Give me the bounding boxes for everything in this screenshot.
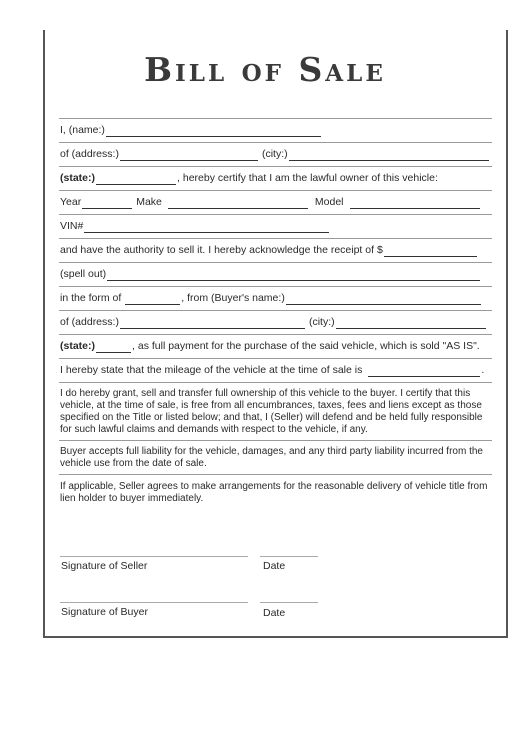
mileage-field[interactable]	[368, 366, 480, 377]
buyer-date-line[interactable]	[260, 602, 318, 603]
receipt-row	[60, 244, 478, 257]
seller-state-field[interactable]	[96, 174, 176, 185]
buyer-signature-line[interactable]	[60, 602, 248, 603]
buyer-address-row	[60, 316, 487, 329]
seller-state-label: (state:)	[60, 172, 96, 184]
vin-row	[60, 220, 330, 233]
divider	[59, 358, 492, 359]
divider	[59, 310, 492, 311]
buyer-date-label: Date	[263, 607, 286, 619]
seller-date-line[interactable]	[260, 556, 318, 557]
receipt-text: and have the authority to sell it. I hereby acknowledge the receipt of $	[60, 244, 383, 256]
seller-state-row	[60, 172, 438, 185]
divider	[59, 474, 492, 475]
divider	[59, 214, 492, 215]
buyer-state-row	[60, 340, 480, 353]
mileage-period: .	[481, 364, 485, 376]
form-of-label: in the form of	[60, 292, 122, 304]
buyer-name-field[interactable]	[286, 294, 481, 305]
divider	[59, 190, 492, 191]
buyer-signature-label: Signature of Buyer	[61, 606, 148, 618]
transfer-paragraph: I do hereby grant, sell and transfer full ownership of this vehicle to the buyer. I certify that this vehicle, at the time of sale, is free from all encumbrances, taxes, fees and liens except as those specified on the Title or listed below; and that, I (Seller) will defend and be held fully responsible for such lawful claims and demands with respect to the vehicle, if any.	[60, 388, 483, 435]
spell-out-label: (spell out)	[60, 268, 107, 280]
seller-city-label: (city:)	[261, 148, 288, 160]
buyer-city-label: (city:)	[308, 316, 335, 328]
buyer-city-field[interactable]	[336, 318, 486, 329]
vin-label: VIN#	[60, 220, 84, 232]
seller-name-row	[60, 124, 322, 137]
seller-address-row	[60, 148, 490, 161]
payment-form-field[interactable]	[125, 294, 180, 305]
title-delivery-paragraph: If applicable, Seller agrees to make arrangements for the reasonable delivery of vehicle title from lien holder to buyer immediately.	[60, 481, 488, 504]
spell-out-row	[60, 268, 481, 281]
divider	[59, 382, 492, 383]
buyer-state-label: (state:)	[60, 340, 96, 352]
seller-signature-label: Signature of Seller	[61, 560, 148, 572]
seller-address-label: of (address:)	[60, 148, 119, 160]
amount-field[interactable]	[384, 246, 477, 257]
as-is-text: , as full payment for the purchase of the said vehicle, which is sold "AS IS".	[132, 340, 480, 352]
mileage-text: I hereby state that the mileage of the vehicle at the time of sale is	[60, 364, 363, 376]
owner-certify-text: , hereby certify that I am the lawful owner of this vehicle:	[177, 172, 438, 184]
vin-field[interactable]	[84, 222, 329, 233]
seller-address-field[interactable]	[120, 150, 258, 161]
divider	[59, 118, 492, 119]
liability-paragraph: Buyer accepts full liability for the vehicle, damages, and any third party liability incurred from the vehicle use from the date of sale.	[60, 446, 483, 469]
seller-date-label: Date	[263, 560, 286, 572]
vehicle-row	[60, 196, 481, 209]
divider	[59, 440, 492, 441]
year-label: Year	[60, 196, 82, 208]
divider	[59, 166, 492, 167]
divider	[59, 142, 492, 143]
model-label: Model	[314, 196, 344, 208]
buyer-state-field[interactable]	[96, 342, 131, 353]
spell-out-field[interactable]	[107, 270, 480, 281]
seller-city-field[interactable]	[289, 150, 489, 161]
year-field[interactable]	[82, 198, 132, 209]
make-label: Make	[136, 196, 162, 208]
seller-name-label: I, (name:)	[60, 124, 105, 136]
divider	[59, 286, 492, 287]
divider	[59, 262, 492, 263]
payment-form-row	[60, 292, 482, 305]
divider	[59, 334, 492, 335]
mileage-row	[60, 364, 484, 377]
divider	[59, 238, 492, 239]
model-field[interactable]	[350, 198, 480, 209]
buyer-name-label: , from (Buyer's name:)	[181, 292, 285, 304]
seller-signature-line[interactable]	[60, 556, 248, 557]
buyer-address-field[interactable]	[120, 318, 305, 329]
page-title: Bill of Sale	[144, 50, 386, 89]
seller-name-field[interactable]	[106, 126, 321, 137]
make-field[interactable]	[168, 198, 308, 209]
buyer-address-label: of (address:)	[60, 316, 119, 328]
